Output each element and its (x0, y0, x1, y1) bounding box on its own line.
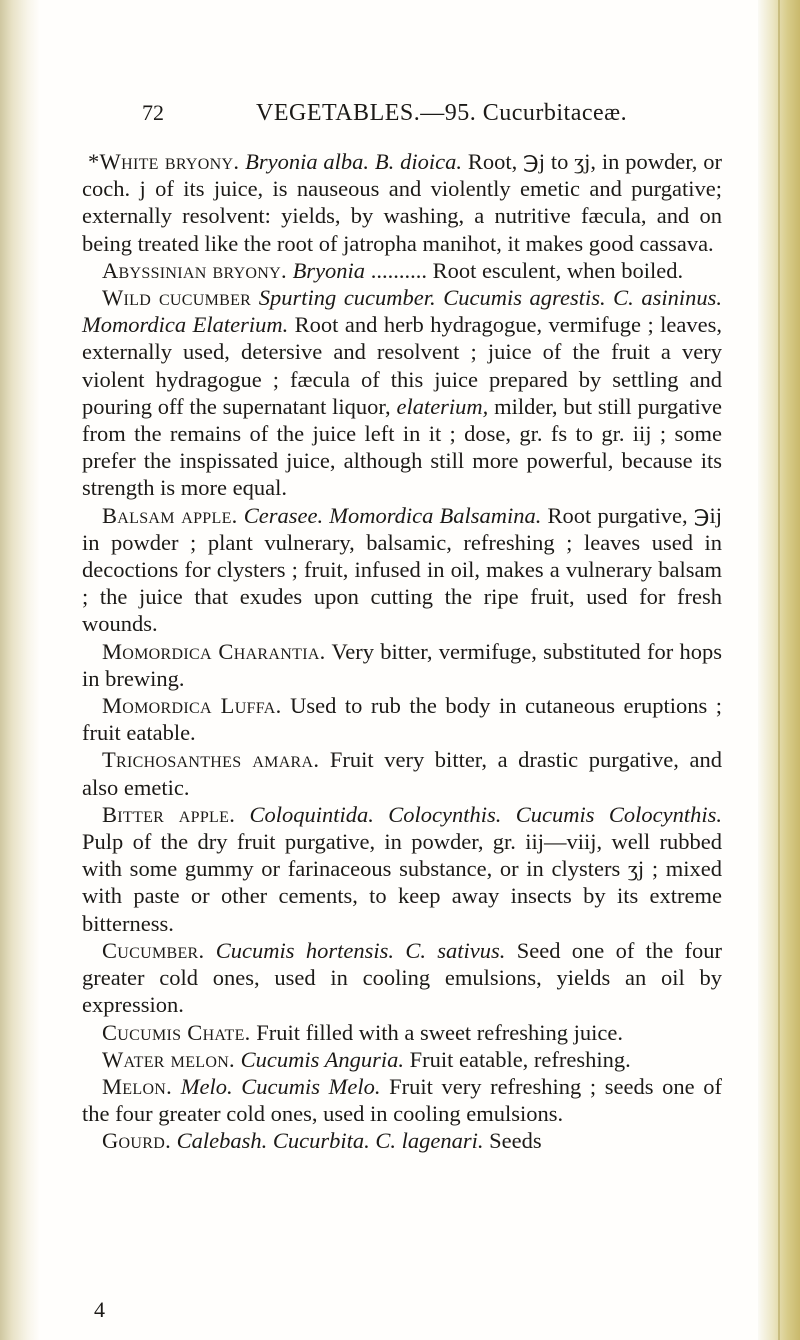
entry-name: Wild cucumber (102, 285, 252, 311)
entry (82, 746, 722, 800)
entry-name: Bitter apple. (102, 801, 236, 827)
entry (82, 1073, 722, 1127)
entry-text: Very bitter, vermifuge, substituted for hops in brewing. (82, 638, 722, 691)
entry-name: *White bryony. (88, 149, 240, 174)
entry-text: Fruit eatable, refreshing. (403, 1046, 631, 1072)
entry-text: Fruit very refreshing ; seeds one of the four greater cold ones, used in cooling emulsions. (82, 1073, 723, 1127)
entry-name: Balsam apple. (102, 502, 238, 528)
latin-name: Bryonia (292, 257, 366, 283)
latin-name: Calebash. Cucurbita. C. lagenari. (176, 1128, 484, 1154)
entry-text: Root purgative, ℈ij in powder ; plant vulnerary, balsamic, refreshing ; leaves used in decoctions for clysters ; fruit, infused in oil, makes a vulnerary balsam ; the juice that exudes upon cutting the ripe fruit, used for fresh wounds. (82, 502, 722, 637)
entry (82, 1127, 722, 1154)
entry-text: Seed one of the four greater cold ones, used in cooling emulsions, yields an oil by expression. (82, 937, 722, 1018)
latin-name: Cucumis hortensis. C. sativus. (215, 937, 506, 963)
entry (82, 148, 722, 257)
latin-name: Coloquintida. Colocynthis. Cucumis Colocynthis. (249, 801, 722, 827)
latin-name: elaterium, (396, 393, 489, 419)
latin-name: Bryonia alba. (245, 149, 370, 174)
entry (82, 638, 722, 692)
latin-name: B. dioica. (374, 149, 462, 174)
running-title: VEGETABLES.—95. Cucurbitaceæ. (256, 100, 628, 126)
entry-text: Root and herb hydragogue, vermifuge ; leaves, externally used, detersive and resolvent ; juice of the fruit a very violent hydragogue ; fæcula of this juice prepared by settling and pouring off the supernatant liquor, (82, 312, 722, 419)
entry-text: Seeds (483, 1128, 542, 1154)
page-edge-line (778, 0, 780, 1340)
latin-name: Cerasee. Momordica Balsamina. (243, 502, 542, 528)
entry-name: Momordica Charantia. (102, 638, 326, 664)
entry-text: Fruit very bitter, a drastic purgative, and also emetic. (82, 747, 722, 800)
entry-name: Trichosanthes amara. (102, 747, 320, 773)
entry-name: Gourd. (102, 1128, 172, 1154)
entry-text: Fruit filled with a sweet refreshing juice. (256, 1019, 623, 1045)
page-number: 72 (142, 100, 164, 125)
entry (82, 937, 722, 1019)
entry-name: Cucumber. (102, 937, 205, 963)
entry-name: Cucumis Chate. (102, 1019, 251, 1045)
entry-name: Water melon. (102, 1046, 235, 1072)
entry-name: Momordica Luffa. (102, 693, 282, 719)
entry (82, 257, 722, 284)
entry-name: Abyssinian bryony. (102, 257, 287, 283)
entry-text: .......... Root esculent, when boiled. (365, 257, 684, 283)
body-text (82, 148, 722, 1155)
entry-text: Used to rub the body in cutaneous eruptions ; fruit eatable. (82, 693, 722, 746)
entry (82, 502, 722, 638)
signature-mark: 4 (94, 1297, 105, 1322)
entry (82, 801, 722, 937)
latin-name: Melo. Cucumis Melo. (180, 1073, 381, 1099)
page-binding-shadow (0, 0, 40, 1340)
entry (82, 284, 722, 502)
entry-text: milder, but still purgative from the remains of the juice left in it ; dose, gr. fs to gr. iij ; some prefer the inspissated juice, although still more powerful, because its strength is more equal. (82, 393, 723, 501)
entry (82, 1046, 722, 1073)
entry (82, 692, 722, 746)
entry-text: Pulp of the dry fruit purgative, in powder, gr. iij—viij, well rubbed with some gummy or farinaceous substance, or in clysters ʒj ; mixed with paste or other cements, to keep away insects by its extreme bitterness. (82, 829, 722, 936)
running-header (142, 96, 702, 136)
entry-name: Melon. (102, 1073, 173, 1099)
entry-text: Root, ℈j to ʒj, in powder, or coch. j of its juice, is nauseous and violently emetic and purgative; externally resolvent: yields, by washing, a nutritive fæcula, and on being treated like the root of jatropha manihot, it makes good cassava. (82, 149, 723, 256)
entry (82, 1019, 722, 1046)
latin-name: Spurting cucumber. Cucumis agrestis. C. asininus. Momordica Elaterium. (82, 285, 723, 338)
latin-name: Cucumis Anguria. (240, 1046, 404, 1072)
